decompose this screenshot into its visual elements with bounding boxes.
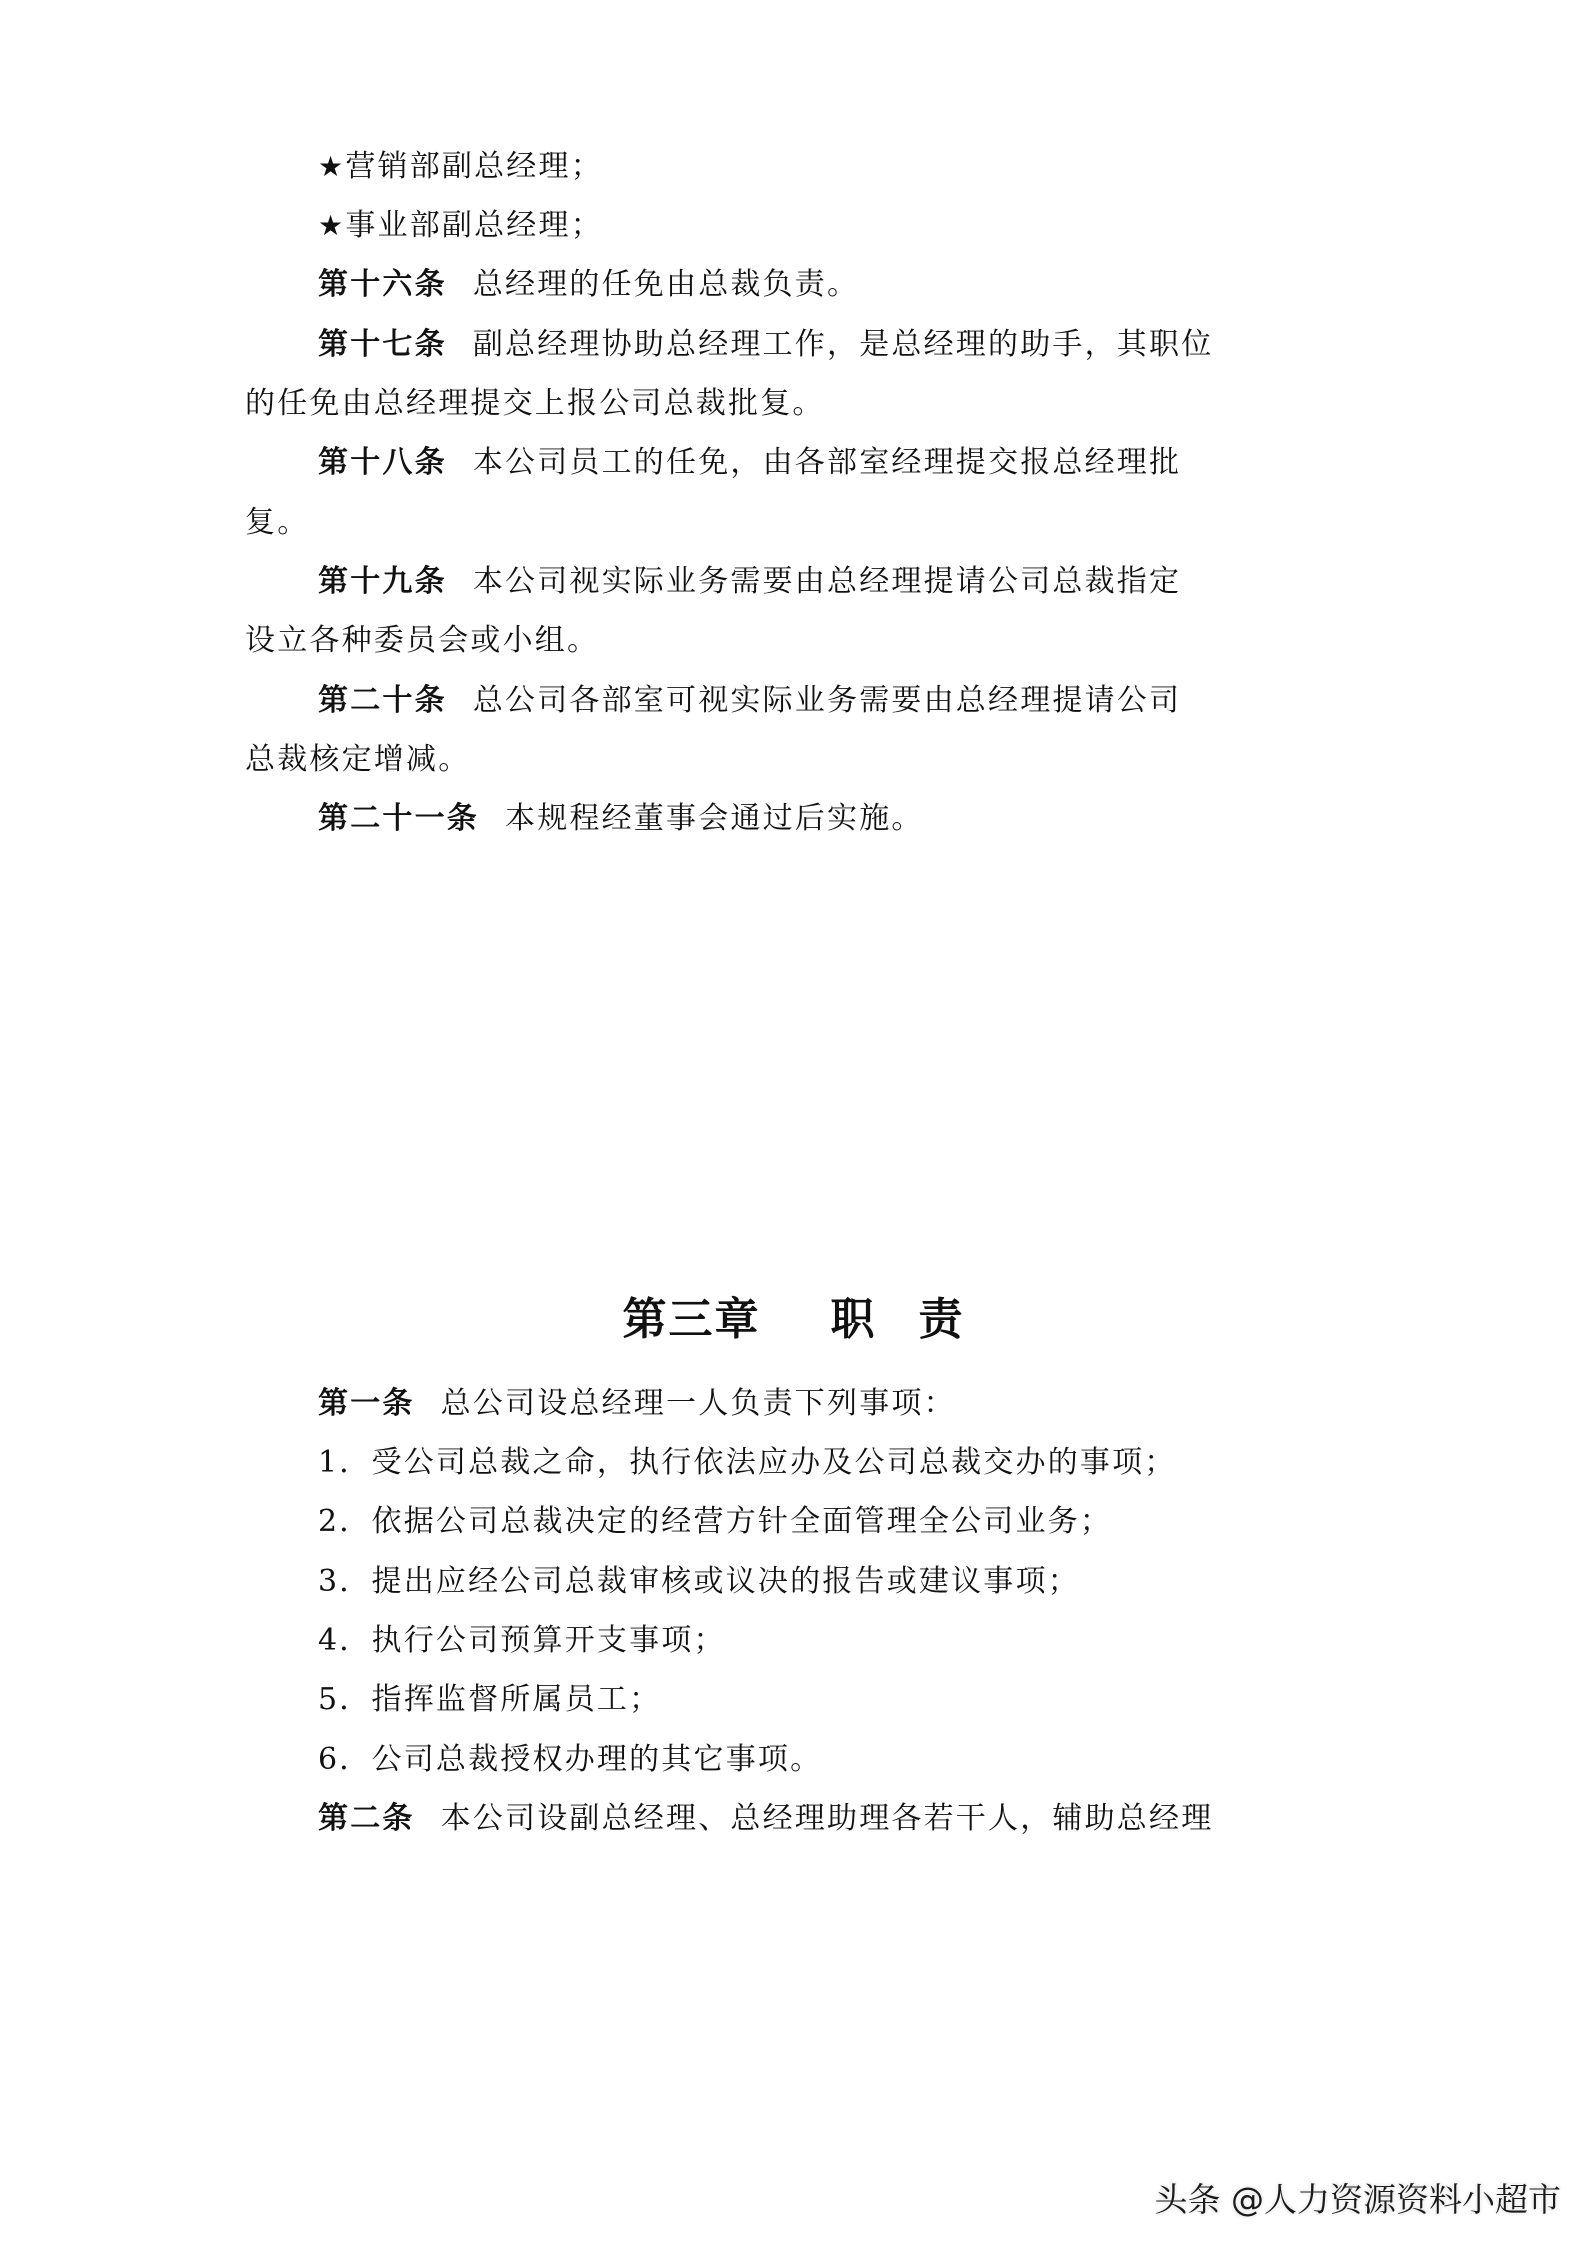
article-20 (318, 681, 1433, 721)
list-item (318, 1621, 1433, 1661)
list-item (318, 1740, 1433, 1780)
article-17 (318, 325, 1433, 365)
list-text: 指挥监督所属员工； (371, 1682, 662, 1717)
list-text: 依据公司总裁决定的经营方针全面管理全公司业务； (371, 1504, 1113, 1539)
list-number: 3． (318, 1564, 372, 1599)
continuation-line: 的任免由总经理提交上报公司总裁批复。 (245, 386, 825, 421)
list-item (318, 1443, 1433, 1483)
list-text: 受公司总裁之命，执行依法应办及公司总裁交办的事项； (371, 1445, 1177, 1480)
continuation-line: 设立各种委员会或小组。 (245, 623, 600, 658)
article-heading: 第十八条 (318, 445, 447, 480)
star-icon: ★ (318, 150, 346, 183)
article-heading: 第十六条 (318, 267, 447, 302)
article-heading: 第二条 (318, 1801, 415, 1836)
article-heading: 第一条 (318, 1386, 415, 1421)
article-heading: 第二十条 (318, 683, 447, 718)
list-item (318, 1562, 1433, 1602)
chapter-title (0, 1292, 1587, 1348)
list-item (318, 1502, 1433, 1542)
list-text: 公司总裁授权办理的其它事项。 (371, 1742, 823, 1777)
chapter-article-2 (318, 1799, 1433, 1839)
article-heading: 第十九条 (318, 564, 447, 599)
chapter-number: 第三章 (622, 1294, 761, 1345)
article-heading: 第十七条 (318, 327, 447, 362)
chapter-article-1 (318, 1384, 1433, 1424)
list-item (318, 1680, 1433, 1720)
list-number: 1． (318, 1445, 372, 1480)
article-text: 总公司设总经理一人负责下列事项： (440, 1386, 956, 1421)
continuation-line: 总裁核定增减。 (245, 742, 471, 777)
star-icon: ★ (318, 209, 346, 242)
list-number: 2． (318, 1504, 372, 1539)
list-text: 执行公司预算开支事项； (371, 1623, 726, 1658)
bullet-text: 营销部副总经理； (345, 149, 603, 184)
article-text: 本公司设副总经理、总经理助理各若干人，辅助总经理 (440, 1801, 1214, 1836)
bullet-line (318, 206, 1433, 246)
bullet-line (318, 147, 1433, 187)
watermark: 头条 @人力资源资料小超市 (1154, 2180, 1561, 2219)
article-text: 副总经理协助总经理工作，是总经理的助手，其职位 (472, 327, 1214, 362)
list-number: 5． (318, 1682, 372, 1717)
list-text: 提出应经公司总裁审核或议决的报告或建议事项； (371, 1564, 1080, 1599)
bullet-text: 事业部副总经理； (345, 208, 603, 243)
list-number: 4． (318, 1623, 372, 1658)
article-text: 总公司各部室可视实际业务需要由总经理提请公司 (472, 683, 1182, 718)
article-18 (318, 443, 1433, 483)
article-text: 本公司员工的任免，由各部室经理提交报总经理批 (472, 445, 1182, 480)
article-text: 本公司视实际业务需要由总经理提请公司总裁指定 (472, 564, 1182, 599)
article-heading: 第二十一条 (318, 801, 479, 836)
chapter-title-char: 责 (918, 1294, 965, 1345)
article-text: 总经理的任免由总裁负责。 (472, 267, 860, 302)
article-19 (318, 562, 1433, 602)
continuation-line: 复。 (245, 505, 310, 540)
list-number: 6． (318, 1742, 372, 1777)
article-21 (318, 799, 1433, 839)
chapter-title-char: 职 (830, 1294, 877, 1345)
article-text: 本规程经董事会通过后实施。 (505, 801, 924, 836)
article-16 (318, 265, 1433, 305)
